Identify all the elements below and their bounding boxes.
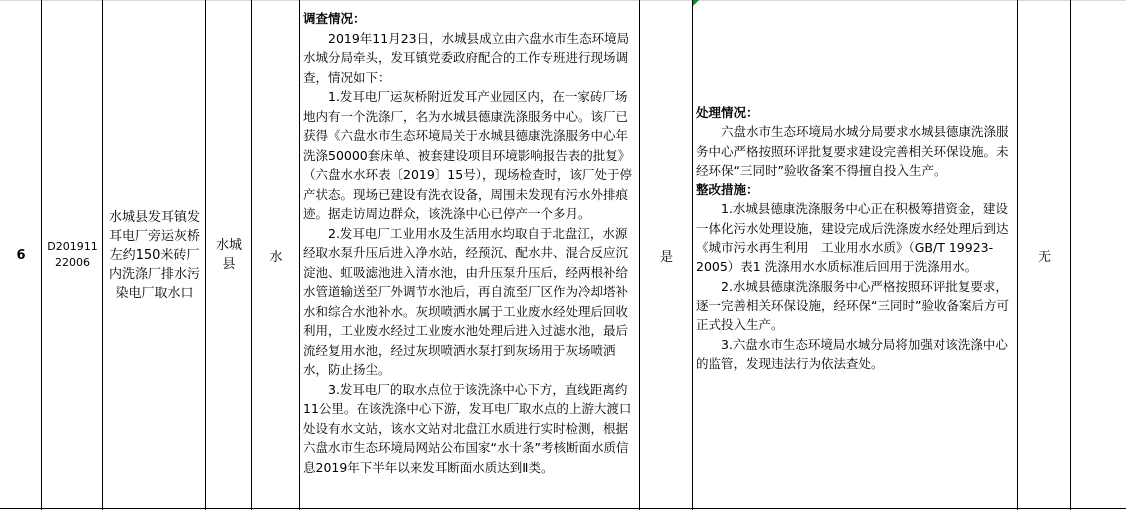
confirmed-status[interactable]: 是	[659, 249, 673, 265]
complaint-code[interactable]: D201911 22006	[47, 240, 98, 269]
handling-heading: 处理情况：	[696, 105, 759, 120]
rectification-heading: 整改措施：	[696, 182, 759, 198]
complaint-location[interactable]: 水城县发耳镇发耳电厂旁运灰桥左约150米砖厂内洗涤厂排水污染电厂取水口	[108, 209, 200, 301]
accountability-cell[interactable]: 无	[1037, 249, 1051, 265]
investigation-point-1: 1.发耳电厂运灰桥附近发耳产业园区内，在一家砖厂场地内有一个洗涤厂，名为水城县德康洗涤服务中心。该厂已获得《六盘水市生态环境局关于水城县德康洗涤服务中心年洗涤50000套床单、被套建设项目环境影响报告表的批复》（六盘水水环表〔2019〕15号），现场检查时，该厂处于停产状态。现场已建设有洗衣设备，周围未发现有污水外排痕迹。据走访周边群众，该洗涤中心已停产一个多月。	[303, 89, 632, 221]
rectification-measure-2: 2.水城县德康洗涤服务中心严格按照环评批复要求，逐一完善相关环保设施，经环保“三同时”验收备案后方可正式投入生产。	[696, 278, 1009, 333]
rectification-measure-3: 3.六盘水市生态环境局水城分局将加强对该洗涤中心的监管，发现违法行为依法查处。	[696, 336, 1008, 371]
investigation-point-3: 3.发耳电厂的取水点位于该洗涤中心下方，直线距离约11公里。在该洗涤中心下游，发耳电厂取水点的上游大渡口处设有水文站，该水文站对北盘江水质进行实时检测，根据六盘水市生态环境局网站公布国家“水十条”考核断面水质信息2019年下半年以来发耳断面水质达到Ⅱ类。	[303, 381, 632, 475]
handling-text: 六盘水市生态环境局水城分局要求水城县德康洗涤服务中心严格按照环评批复要求建设完善相关环保设施。未经环保“三同时”验收备案不得擅自投入生产。	[696, 124, 1009, 178]
rectification-measure-1: 1.水城县德康洗涤服务中心正在积极筹措资金，建设一体化污水处理设施，建设完成后洗涤废水经处理后到达《城市污水再生利用 工业用水水质》（GB/T 19923-2005）表1 洗涤用水水质标准后回用于洗涤用水。	[696, 201, 1009, 275]
investigation-intro: 2019年11月23日，水城县成立由六盘水市生态环境局水城分局牵头，发耳镇党委政府配合的工作专班进行现场调查，情况如下：	[303, 30, 630, 85]
handling-cell[interactable]	[696, 103, 1016, 373]
county-name[interactable]: 水城县	[215, 238, 242, 272]
cell-comment-marker	[693, 0, 699, 6]
investigation-point-2: 2.发耳电厂工业用水及生活用水均取自于北盘江，水源经取水泵升压后进入净水站，经预沉、配水井、混合反应沉淀池、虹吸滤池进入清水池，由升压泵升压后，经两根补给水管道输送至厂外调节水池后，再自流至厂区作为冷却塔补水和综合水池补水。灰坝喷洒水属于工业废水经处理后回收利用，工业废水经过工业废水池处理后进入过滤水池，最后流经复用水池，经过灰坝喷洒水泵打到灰场用于灰场喷洒水，防止扬尘。	[303, 225, 629, 377]
investigation-cell[interactable]	[303, 9, 636, 477]
row-sequence-number[interactable]: 6	[16, 247, 26, 263]
investigation-heading: 调查情况：	[303, 11, 366, 26]
pollution-category[interactable]: 水	[269, 249, 283, 265]
